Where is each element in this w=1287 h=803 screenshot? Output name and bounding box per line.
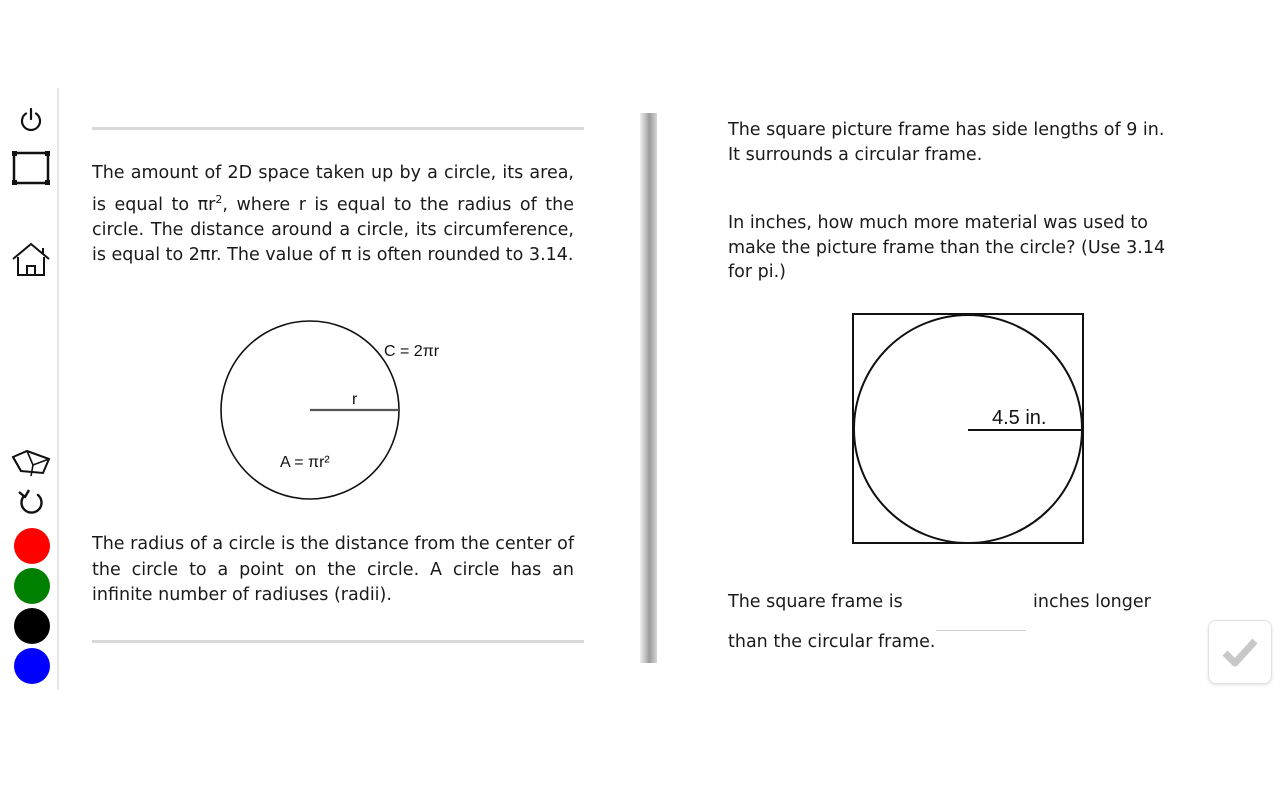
top-rule — [92, 127, 584, 130]
checkmark-icon — [1222, 637, 1258, 667]
fullscreen-button[interactable] — [8, 148, 54, 188]
answer-input[interactable] — [936, 612, 1026, 631]
toolbar-divider — [57, 88, 59, 690]
power-icon — [17, 106, 45, 134]
lesson-text: , where r is equal to the radius of the circle. The distance around a circle, its circumference, is equal to 2πr. The value of π is often rounded to 3.14. — [92, 194, 574, 266]
color-green-swatch[interactable] — [14, 568, 50, 604]
frame-figure — [850, 311, 1086, 547]
color-red-swatch[interactable] — [14, 528, 50, 564]
eraser-icon — [9, 445, 53, 479]
question-intro — [728, 118, 1164, 167]
power-button[interactable] — [8, 100, 54, 140]
prompt-line: for pi.) — [728, 262, 786, 282]
radius-measure-label: 4.5 in. — [992, 407, 1047, 429]
bottom-rule — [92, 640, 584, 643]
prompt-line: make the picture frame than the circle? (Use 3.14 — [728, 237, 1166, 258]
pane-divider[interactable] — [640, 113, 657, 663]
prompt-line: In inches, how much more material was used to — [728, 213, 1149, 233]
area-label: A = πr² — [280, 454, 330, 471]
circumference-label: C = 2πr — [384, 343, 440, 360]
home-button[interactable] — [8, 240, 54, 280]
home-icon — [10, 239, 52, 281]
question-line: It surrounds a circular frame. — [728, 144, 983, 165]
color-black-swatch[interactable] — [14, 608, 50, 644]
undo-icon — [16, 487, 46, 517]
undo-button[interactable] — [8, 482, 54, 522]
side-toolbar — [0, 88, 58, 690]
answer-prefix: The square frame is — [728, 592, 903, 612]
lesson-text: The amount of 2D space taken up by a circle, its area, is equal to πr — [92, 163, 574, 215]
question-line: The square picture frame has side lengths of 9 in. — [728, 120, 1165, 140]
circle-diagram — [200, 310, 480, 515]
lesson-paragraph-2: The radius of a circle is the distance from the center of the circle to a point on the circle. A circle has an infinite number of radiuses (radii). — [92, 534, 574, 605]
eraser-button[interactable] — [8, 442, 54, 482]
lesson-superscript: 2 — [215, 192, 223, 206]
answer-suffix: inches longer — [1033, 592, 1151, 612]
radius-label: r — [352, 391, 358, 408]
answer-line-2: than the circular frame. — [728, 632, 936, 652]
fullscreen-icon — [11, 150, 51, 186]
lesson-paragraph-1 — [92, 161, 574, 269]
question-prompt — [728, 211, 1165, 285]
color-blue-swatch[interactable] — [14, 648, 50, 684]
check-answer-button[interactable] — [1208, 620, 1272, 684]
